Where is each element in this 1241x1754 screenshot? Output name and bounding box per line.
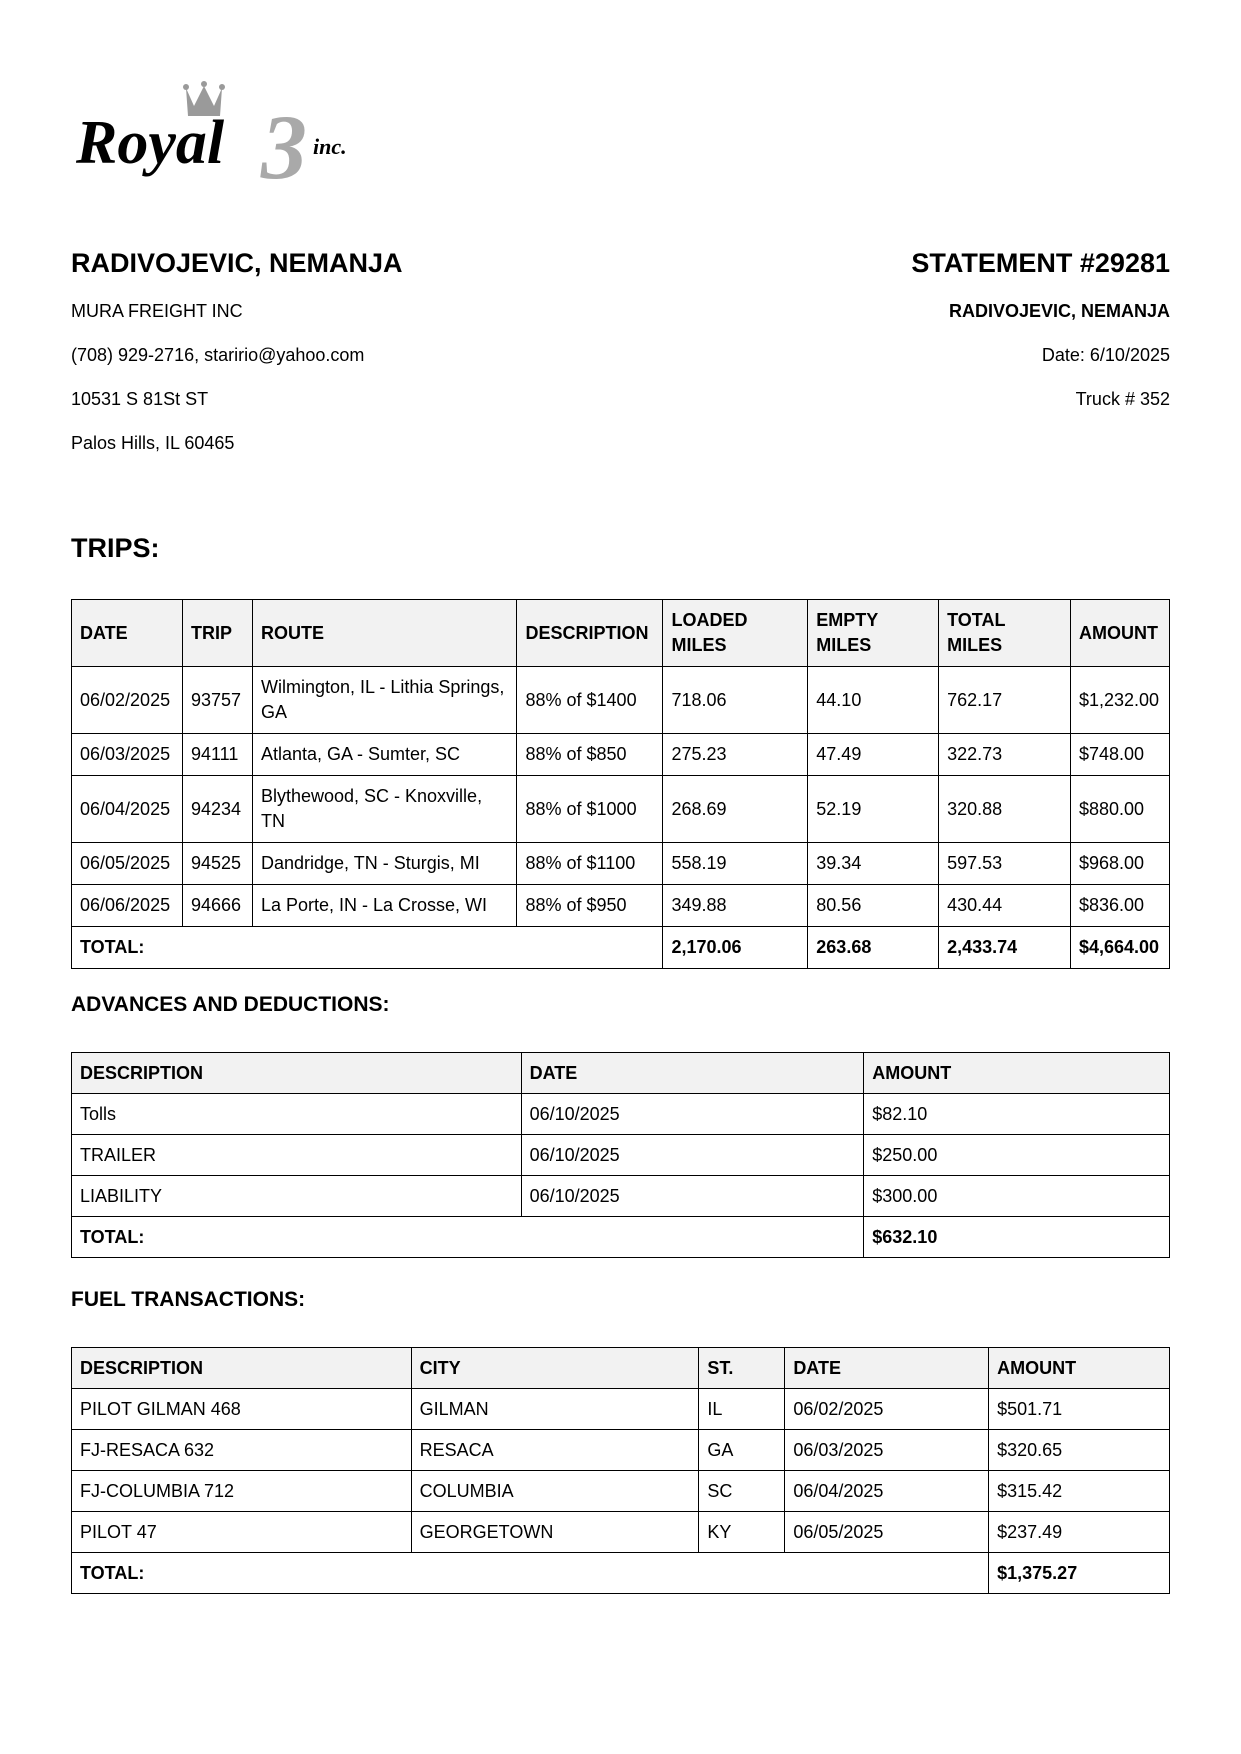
col-header: TOTAL MILES	[939, 600, 1071, 667]
table-row	[72, 667, 1170, 734]
table-row	[72, 1471, 1170, 1512]
table-cell: 06/05/2025	[785, 1512, 989, 1553]
col-header: AMOUNT	[1070, 600, 1169, 667]
fuel-header-row	[72, 1348, 1170, 1389]
table-cell: 52.19	[808, 776, 939, 843]
trips-title: TRIPS:	[71, 533, 160, 563]
table-cell: GEORGETOWN	[411, 1512, 699, 1553]
fuel-title: FUEL TRANSACTIONS:	[71, 1288, 306, 1311]
table-cell: 06/03/2025	[785, 1430, 989, 1471]
table-row	[72, 885, 1170, 927]
table-cell: LIABILITY	[72, 1176, 522, 1217]
table-cell: 88% of $1000	[517, 776, 663, 843]
driver-address-line1: 10531 S 81St ST	[71, 389, 209, 409]
table-cell: Dandridge, TN - Sturgis, MI	[252, 843, 517, 885]
total-miles: 2,433.74	[939, 927, 1071, 969]
table-cell: 06/06/2025	[72, 885, 183, 927]
total-label: TOTAL:	[72, 1553, 989, 1594]
table-cell: $237.49	[989, 1512, 1170, 1553]
table-cell: $880.00	[1070, 776, 1169, 843]
col-header: DATE	[521, 1053, 864, 1094]
table-cell: Atlanta, GA - Sumter, SC	[252, 734, 517, 776]
table-cell: 320.88	[939, 776, 1071, 843]
statement-payee: RADIVOJEVIC, NEMANJA	[948, 301, 1170, 321]
table-cell: Wilmington, IL - Lithia Springs, GA	[252, 667, 517, 734]
table-cell: 349.88	[663, 885, 808, 927]
table-cell: $82.10	[864, 1094, 1170, 1135]
table-cell: 06/02/2025	[785, 1389, 989, 1430]
advances-header-row	[72, 1053, 1170, 1094]
table-cell: FJ-COLUMBIA 712	[72, 1471, 412, 1512]
total-amount: $4,664.00	[1070, 927, 1169, 969]
table-cell: 88% of $1100	[517, 843, 663, 885]
fuel-total-row	[72, 1553, 1170, 1594]
col-header: AMOUNT	[864, 1053, 1170, 1094]
logo-numeral: 3	[261, 96, 307, 193]
table-cell: TRAILER	[72, 1135, 522, 1176]
table-cell: 94111	[182, 734, 252, 776]
col-header: CITY	[411, 1348, 699, 1389]
statement-date: Date: 6/10/2025	[1041, 345, 1170, 365]
table-cell: 93757	[182, 667, 252, 734]
table-cell: $501.71	[989, 1389, 1170, 1430]
col-header: DESCRIPTION	[72, 1348, 412, 1389]
table-row	[72, 1512, 1170, 1553]
table-row	[72, 1094, 1170, 1135]
table-row	[72, 1389, 1170, 1430]
fuel-table	[71, 1347, 1170, 1594]
table-cell: PILOT 47	[72, 1512, 412, 1553]
table-row	[72, 1176, 1170, 1217]
advances-total-row	[72, 1217, 1170, 1258]
table-cell: IL	[699, 1389, 785, 1430]
table-cell: 94234	[182, 776, 252, 843]
table-cell: $250.00	[864, 1135, 1170, 1176]
table-cell: $836.00	[1070, 885, 1169, 927]
logo-suffix: inc.	[313, 134, 347, 159]
table-cell: 06/10/2025	[521, 1135, 864, 1176]
total-amount: $632.10	[864, 1217, 1170, 1258]
col-header: DESCRIPTION	[517, 600, 663, 667]
royal3-logo	[76, 78, 386, 193]
table-cell: Tolls	[72, 1094, 522, 1135]
table-cell: $748.00	[1070, 734, 1169, 776]
logo-wordmark: Royal	[76, 109, 225, 177]
table-cell: COLUMBIA	[411, 1471, 699, 1512]
table-cell: SC	[699, 1471, 785, 1512]
table-cell: PILOT GILMAN 468	[72, 1389, 412, 1430]
table-cell: 322.73	[939, 734, 1071, 776]
table-cell: GA	[699, 1430, 785, 1471]
table-cell: 430.44	[939, 885, 1071, 927]
advances-title: ADVANCES AND DEDUCTIONS:	[71, 993, 390, 1016]
col-header: EMPTY MILES	[808, 600, 939, 667]
table-row	[72, 1430, 1170, 1471]
table-cell: $1,232.00	[1070, 667, 1169, 734]
table-cell: 80.56	[808, 885, 939, 927]
table-cell: 06/04/2025	[785, 1471, 989, 1512]
col-header: TRIP	[182, 600, 252, 667]
table-cell: 88% of $950	[517, 885, 663, 927]
trips-header-row	[72, 600, 1170, 667]
col-header: AMOUNT	[989, 1348, 1170, 1389]
table-cell: 94525	[182, 843, 252, 885]
driver-info	[71, 248, 403, 477]
table-row	[72, 843, 1170, 885]
advances-table	[71, 1052, 1170, 1258]
total-loaded-miles: 2,170.06	[663, 927, 808, 969]
table-cell: 597.53	[939, 843, 1071, 885]
table-row	[72, 1135, 1170, 1176]
trips-total-row	[72, 927, 1170, 969]
table-cell: 06/04/2025	[72, 776, 183, 843]
table-row	[72, 734, 1170, 776]
table-cell: GILMAN	[411, 1389, 699, 1430]
total-amount: $1,375.27	[989, 1553, 1170, 1594]
col-header: DATE	[785, 1348, 989, 1389]
table-cell: La Porte, IN - La Crosse, WI	[252, 885, 517, 927]
col-header: LOADED MILES	[663, 600, 808, 667]
statement-header	[71, 248, 1170, 477]
table-cell: 762.17	[939, 667, 1071, 734]
table-cell: FJ-RESACA 632	[72, 1430, 412, 1471]
col-header: DATE	[72, 600, 183, 667]
table-cell: 718.06	[663, 667, 808, 734]
col-header: DESCRIPTION	[72, 1053, 522, 1094]
table-cell: $315.42	[989, 1471, 1170, 1512]
col-header: ST.	[699, 1348, 785, 1389]
statement-info	[911, 248, 1170, 433]
trips-table	[71, 599, 1170, 969]
statement-truck: Truck # 352	[1075, 389, 1170, 409]
table-cell: KY	[699, 1512, 785, 1553]
table-cell: 47.49	[808, 734, 939, 776]
table-cell: 06/05/2025	[72, 843, 183, 885]
table-cell: 88% of $850	[517, 734, 663, 776]
driver-company: MURA FREIGHT INC	[71, 301, 243, 321]
table-cell: $300.00	[864, 1176, 1170, 1217]
table-cell: 268.69	[663, 776, 808, 843]
table-cell: $968.00	[1070, 843, 1169, 885]
total-label: TOTAL:	[72, 927, 663, 969]
table-cell: Blythewood, SC - Knoxville, TN	[252, 776, 517, 843]
table-cell: RESACA	[411, 1430, 699, 1471]
table-cell: 39.34	[808, 843, 939, 885]
table-cell: 06/10/2025	[521, 1094, 864, 1135]
table-cell: 44.10	[808, 667, 939, 734]
col-header: ROUTE	[252, 600, 517, 667]
table-cell: 06/10/2025	[521, 1176, 864, 1217]
total-empty-miles: 263.68	[808, 927, 939, 969]
table-cell: 06/03/2025	[72, 734, 183, 776]
table-cell: 558.19	[663, 843, 808, 885]
table-cell: 275.23	[663, 734, 808, 776]
table-cell: $320.65	[989, 1430, 1170, 1471]
driver-contact: (708) 929-2716, staririo@yahoo.com	[71, 345, 365, 365]
table-cell: 88% of $1400	[517, 667, 663, 734]
total-label: TOTAL:	[72, 1217, 864, 1258]
statement-title: STATEMENT #29281	[911, 248, 1170, 278]
table-cell: 06/02/2025	[72, 667, 183, 734]
driver-name: RADIVOJEVIC, NEMANJA	[71, 248, 403, 278]
table-cell: 94666	[182, 885, 252, 927]
table-row	[72, 776, 1170, 843]
driver-address-line2: Palos Hills, IL 60465	[71, 433, 235, 453]
